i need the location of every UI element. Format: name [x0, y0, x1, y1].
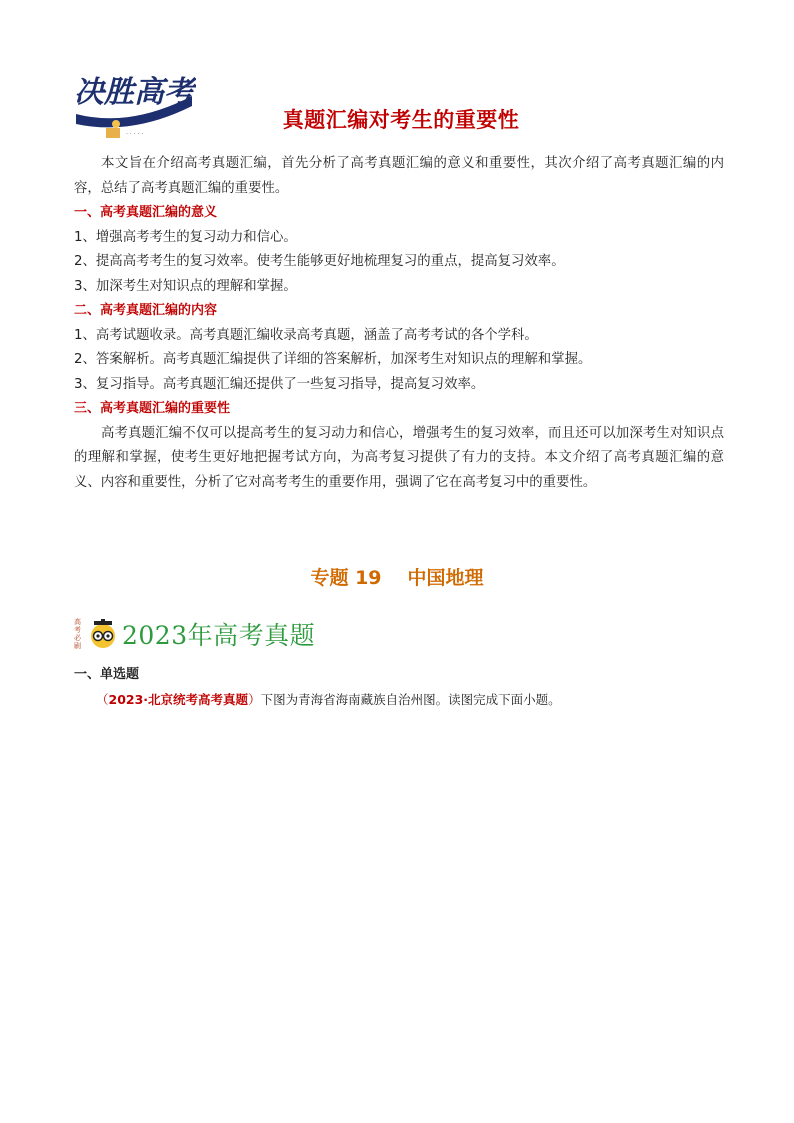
- list-item: 3、复习指导。高考真题汇编还提供了一些复习指导，提高复习效率。: [74, 376, 485, 392]
- document-body: [74, 152, 724, 495]
- year-banner-text: 2023年高考真题: [122, 621, 316, 650]
- year-banner: [74, 614, 315, 654]
- stamp-label: 高考必刷: [74, 618, 81, 650]
- list-item: 1、增强高考考生的复习动力和信心。: [74, 229, 297, 245]
- question-source: （2023·北京统考高考真题）: [96, 692, 261, 707]
- question-text: 下图为青海省海南藏族自治州图。读图完成下面小题。: [260, 692, 561, 707]
- topic-title: [0, 563, 794, 590]
- section-heading-2: 二、高考真题汇编的内容: [74, 303, 218, 318]
- document-title-text: 真题汇编对考生的重要性: [282, 108, 520, 132]
- topic-name: 中国地理: [407, 567, 484, 589]
- question-stem: [96, 690, 561, 708]
- summary-paragraph: 高考真题汇编不仅可以提高考生的复习动力和信心，增强考生的复习效率，而且还可以加深考生对知识点的理解和掌握，使考生更好地把握考试方向，为高考复习提供了有力的支持。本文介绍了高考真题汇编的意义、内容和重要性，分析了它对高考考生的重要作用，强调了它在高考复习中的重要性。: [74, 425, 724, 490]
- question-type-heading: 一、单选题: [74, 667, 140, 682]
- owl-icon: [88, 619, 118, 649]
- topic-number: 专题 19: [310, 567, 382, 589]
- list-item: 3、加深考生对知识点的理解和掌握。: [74, 278, 297, 294]
- logo-subtext: · · · · ·: [126, 131, 144, 138]
- section-heading-3: 三、高考真题汇编的重要性: [74, 401, 231, 416]
- section-heading-1: 一、高考真题汇编的意义: [74, 205, 218, 220]
- document-title: [0, 104, 794, 134]
- intro-paragraph: 本文旨在介绍高考真题汇编，首先分析了高考真题汇编的意义和重要性，其次介绍了高考真题汇编的内容，总结了高考真题汇编的重要性。: [74, 156, 724, 196]
- list-item: 1、高考试题收录。高考真题汇编收录高考真题，涵盖了高考考试的各个学科。: [74, 327, 538, 343]
- list-item: 2、答案解析。高考真题汇编提供了详细的答案解析，加深考生对知识点的理解和掌握。: [74, 352, 592, 367]
- logo-text: 决胜高考: [74, 75, 194, 110]
- list-item: 2、提高高考考生的复习效率。使考生能够更好地梳理复习的重点，提高复习效率。: [74, 254, 565, 269]
